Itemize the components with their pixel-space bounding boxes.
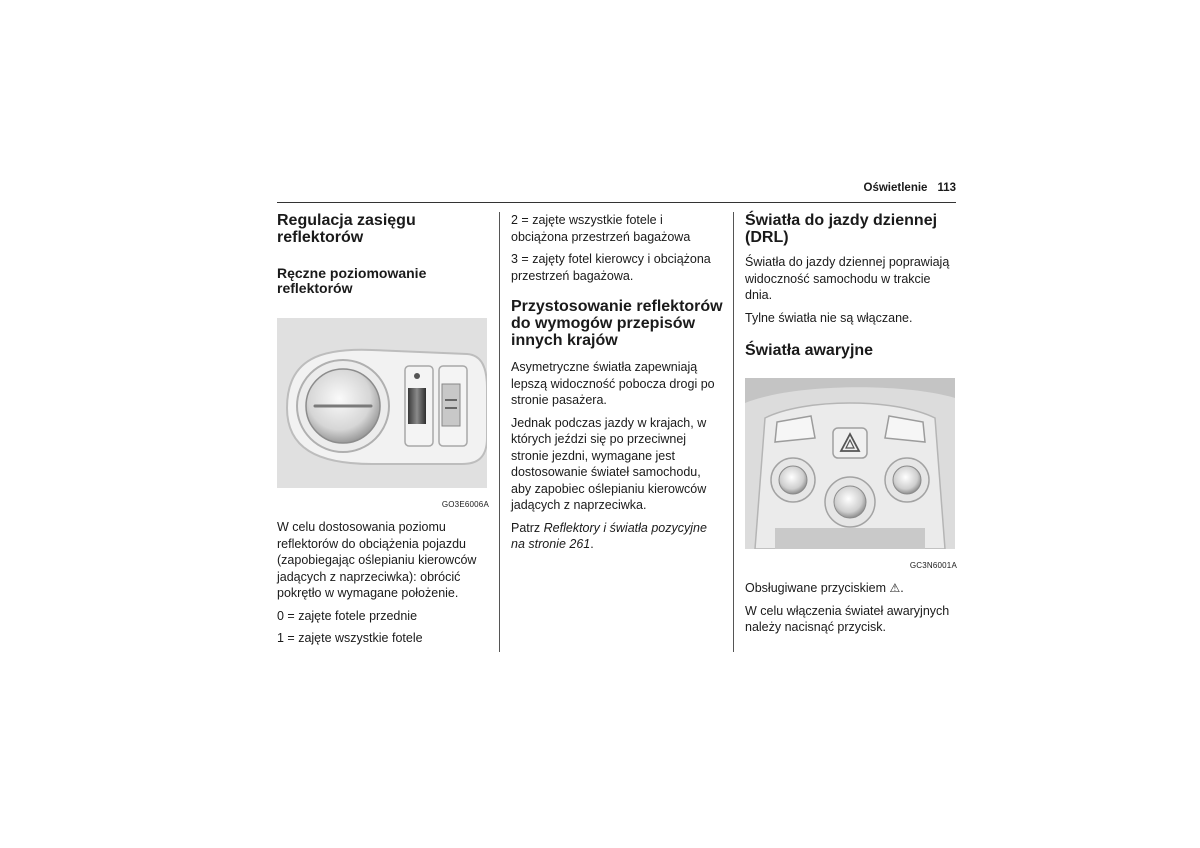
column-right <box>745 212 957 642</box>
hazard-warning-icon: ⚠ <box>889 581 901 595</box>
page-number: 113 <box>937 182 956 194</box>
column-middle <box>511 212 723 559</box>
section-title: Oświetlenie <box>863 182 928 194</box>
paragraph-reference: Patrz Reflektory i światła pozycyjne na stronie 261. <box>511 520 707 551</box>
column-left <box>277 212 489 653</box>
foreign-adaptation-heading: Przystosowanie reflektorów do wymogów przepisów innych krajów <box>511 298 723 349</box>
page-header <box>277 182 956 203</box>
column-divider <box>733 212 734 652</box>
paragraph: Jednak podczas jazdy w krajach, w których jeździ się po przeciwnej stronie jezdni, wymagane jest dostosowanie świateł samochodu, aby zapobiec oślepianiu kierowców jadących z naprzeciwka. <box>511 415 707 512</box>
figure-caption: GC3N6001A <box>909 561 957 570</box>
paragraph: 0 = zajęte fotele przednie <box>277 608 418 623</box>
paragraph: 2 = zajęte wszystkie fotele i obciążona przestrzeń bagażowa <box>511 213 691 244</box>
paragraph: Światła do jazdy dziennej poprawiają widoczność samochodu w trakcie dnia. <box>745 255 950 302</box>
hazard-lights-heading: Światła awaryjne <box>745 342 874 359</box>
paragraph: W celu dostosowania poziomu reflektorów do obciążenia pojazdu (zapobiegając oślepianiu kierowców jadących z naprzeciwka): obrócić pokrętło w wymagane położenie. <box>277 520 477 600</box>
drl-heading: Światła do jazdy dziennej (DRL) <box>745 212 938 246</box>
headlight-range-heading: Regulacja zasięgu reflektorów <box>277 212 416 246</box>
paragraph: Asymetryczne światła zapewniają lepszą widoczność pobocza drogi po stronie pasażera. <box>511 360 715 407</box>
headlight-switch-illustration <box>277 318 487 488</box>
cross-reference-link[interactable]: Reflektory i światła pozycyjne na stronie 261 <box>511 520 707 551</box>
column-divider <box>499 212 500 652</box>
paragraph: 1 = zajęte wszystkie fotele <box>277 631 423 645</box>
hazard-switch-figure <box>745 378 955 549</box>
paragraph: W celu włączenia świateł awaryjnych należy nacisnąć przycisk. <box>745 603 950 634</box>
figure-caption: GO3E6006A <box>441 500 489 509</box>
manual-leveling-heading: Ręczne poziomowanie reflektorów <box>277 265 427 296</box>
paragraph: 3 = zajęty fotel kierowcy i obciążona przestrzeń bagażowa. <box>511 252 711 283</box>
paragraph-hazard-button: Obsługiwane przyciskiem ⚠. <box>745 581 904 595</box>
hazard-panel-illustration <box>745 378 955 549</box>
headlight-switch-figure <box>277 318 487 488</box>
paragraph: Tylne światła nie są włączane. <box>745 310 913 325</box>
